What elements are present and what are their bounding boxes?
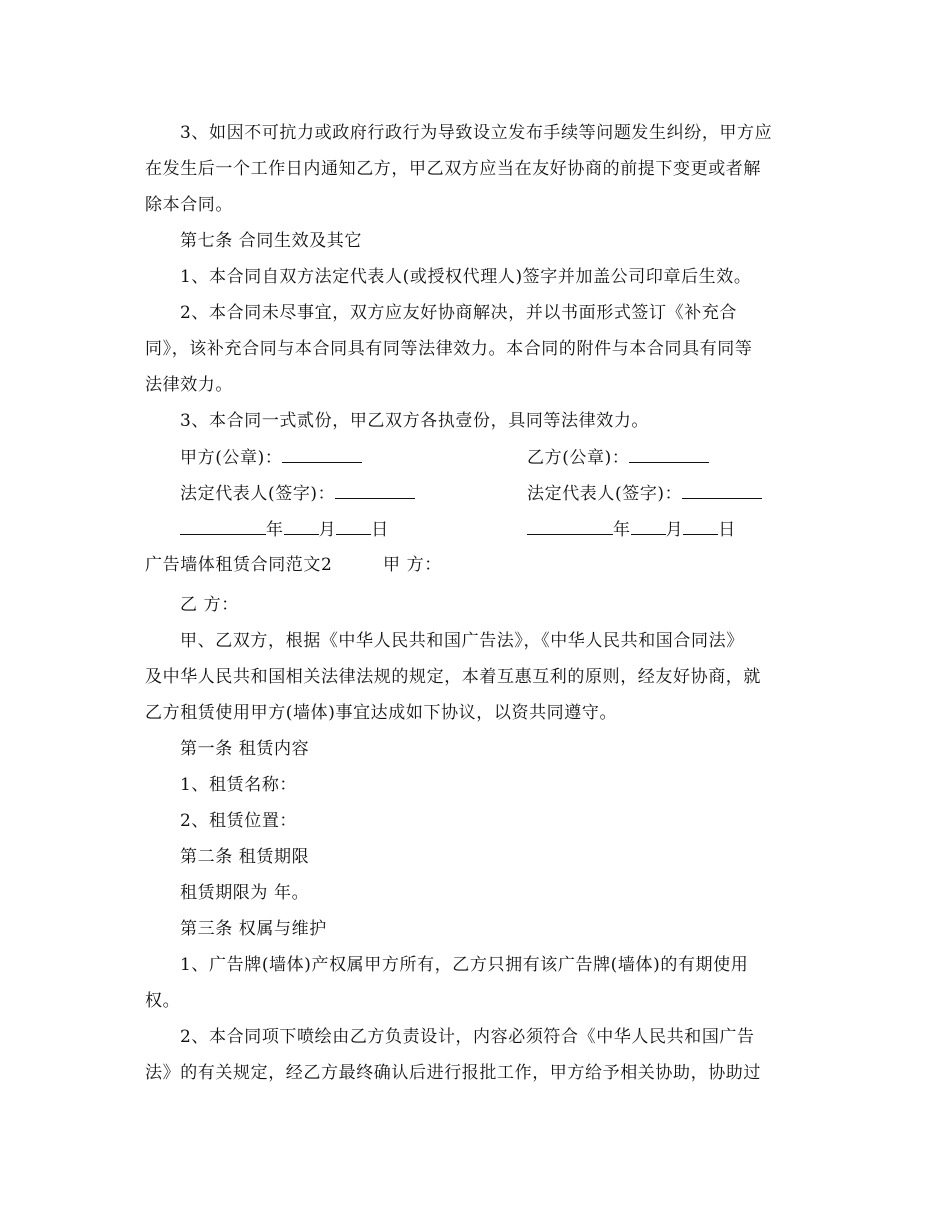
paragraph-line: 2、本合同未尽事宜，双方应友好协商解决，并以书面形式签订《补充合: [180, 303, 738, 323]
paragraph-line: 2、租赁位置：: [180, 811, 298, 831]
paragraph-line: 及中华人民共和国相关法律法规的规定，本着互惠互利的原则，经友好协商，就: [145, 667, 761, 687]
year-label: 年: [613, 520, 631, 540]
party-b-seal-blank: [629, 446, 709, 463]
year-blank: [527, 518, 613, 535]
paragraph-line: 乙方租赁使用甲方(墙体)事宜达成如下协议，以资共同遵守。: [145, 703, 618, 723]
party-a-seal-field: [180, 446, 362, 469]
party-a-seal-blank: [282, 446, 362, 463]
paragraph-line: 1、本合同自双方法定代表人(或授权代理人)签字并加盖公司印章后生效。: [180, 267, 752, 287]
paragraph-line: 甲、乙双方，根据《中华人民共和国广告法》，《中华人民共和国合同法》: [180, 631, 744, 651]
party-b-seal-label: 乙方(公章)：: [527, 448, 630, 468]
party-b-seal-field: [527, 446, 709, 469]
paragraph-line: 租赁期限为 年。: [180, 883, 310, 903]
party-a-legal-rep-field: [180, 482, 415, 505]
contract-title: 广告墙体租赁合同范文2: [145, 555, 333, 575]
paragraph-line: 除本合同。: [145, 195, 233, 215]
party-a-date-field: [180, 518, 389, 541]
day-label: 日: [371, 520, 389, 540]
paragraph-line: 3、如因不可抗力或政府行政行为导致设立发布手续等问题发生纠纷，甲方应: [180, 123, 773, 143]
month-label: 月: [318, 520, 337, 540]
paragraph-line: 1、广告牌(墙体)产权属甲方所有，乙方只拥有该广告牌(墙体)的有期使用: [180, 955, 749, 975]
section-heading: 第七条 合同生效及其它: [180, 231, 363, 251]
party-a-legal-rep-blank: [335, 482, 415, 499]
year-label: 年: [266, 520, 284, 540]
party-b-label: 乙 方：: [180, 595, 239, 615]
paragraph-line: 1、租赁名称：: [180, 775, 298, 795]
party-a-label: 甲 方：: [383, 555, 442, 575]
paragraph-line: 法》的有关规定，经乙方最终确认后进行报批工作，甲方给予相关协助，协助过: [145, 1063, 761, 1083]
legal-rep-label: 法定代表人(签字)：: [180, 484, 336, 504]
paragraph-line: 3、本合同一式贰份，甲乙双方各执壹份，具同等法律效力。: [180, 411, 650, 431]
party-a-seal-label: 甲方(公章)：: [180, 448, 283, 468]
month-label: 月: [665, 520, 684, 540]
section-heading: 第三条 权属与维护: [180, 919, 327, 939]
paragraph-line: 2、本合同项下喷绘由乙方负责设计，内容必须符合《中华人民共和国广告: [180, 1027, 755, 1047]
paragraph-line: 法律效力。: [145, 375, 233, 395]
day-blank: [336, 518, 371, 535]
year-blank: [180, 518, 266, 535]
section-heading: 第二条 租赁期限: [180, 847, 310, 867]
day-label: 日: [718, 520, 736, 540]
party-b-legal-rep-field: [527, 482, 762, 505]
day-blank: [683, 518, 718, 535]
legal-rep-label: 法定代表人(签字)：: [527, 484, 683, 504]
paragraph-line: 在发生后一个工作日内通知乙方，甲乙双方应当在友好协商的前提下变更或者解: [145, 159, 761, 179]
party-b-date-field: [527, 518, 736, 541]
party-b-legal-rep-blank: [682, 482, 762, 499]
paragraph-line: 权。: [145, 991, 181, 1011]
month-blank: [284, 518, 319, 535]
section-heading: 第一条 租赁内容: [180, 739, 310, 759]
paragraph-line: 同》，该补充合同与本合同具有同等法律效力。本合同的附件与本合同具有同等: [145, 339, 753, 359]
month-blank: [631, 518, 666, 535]
